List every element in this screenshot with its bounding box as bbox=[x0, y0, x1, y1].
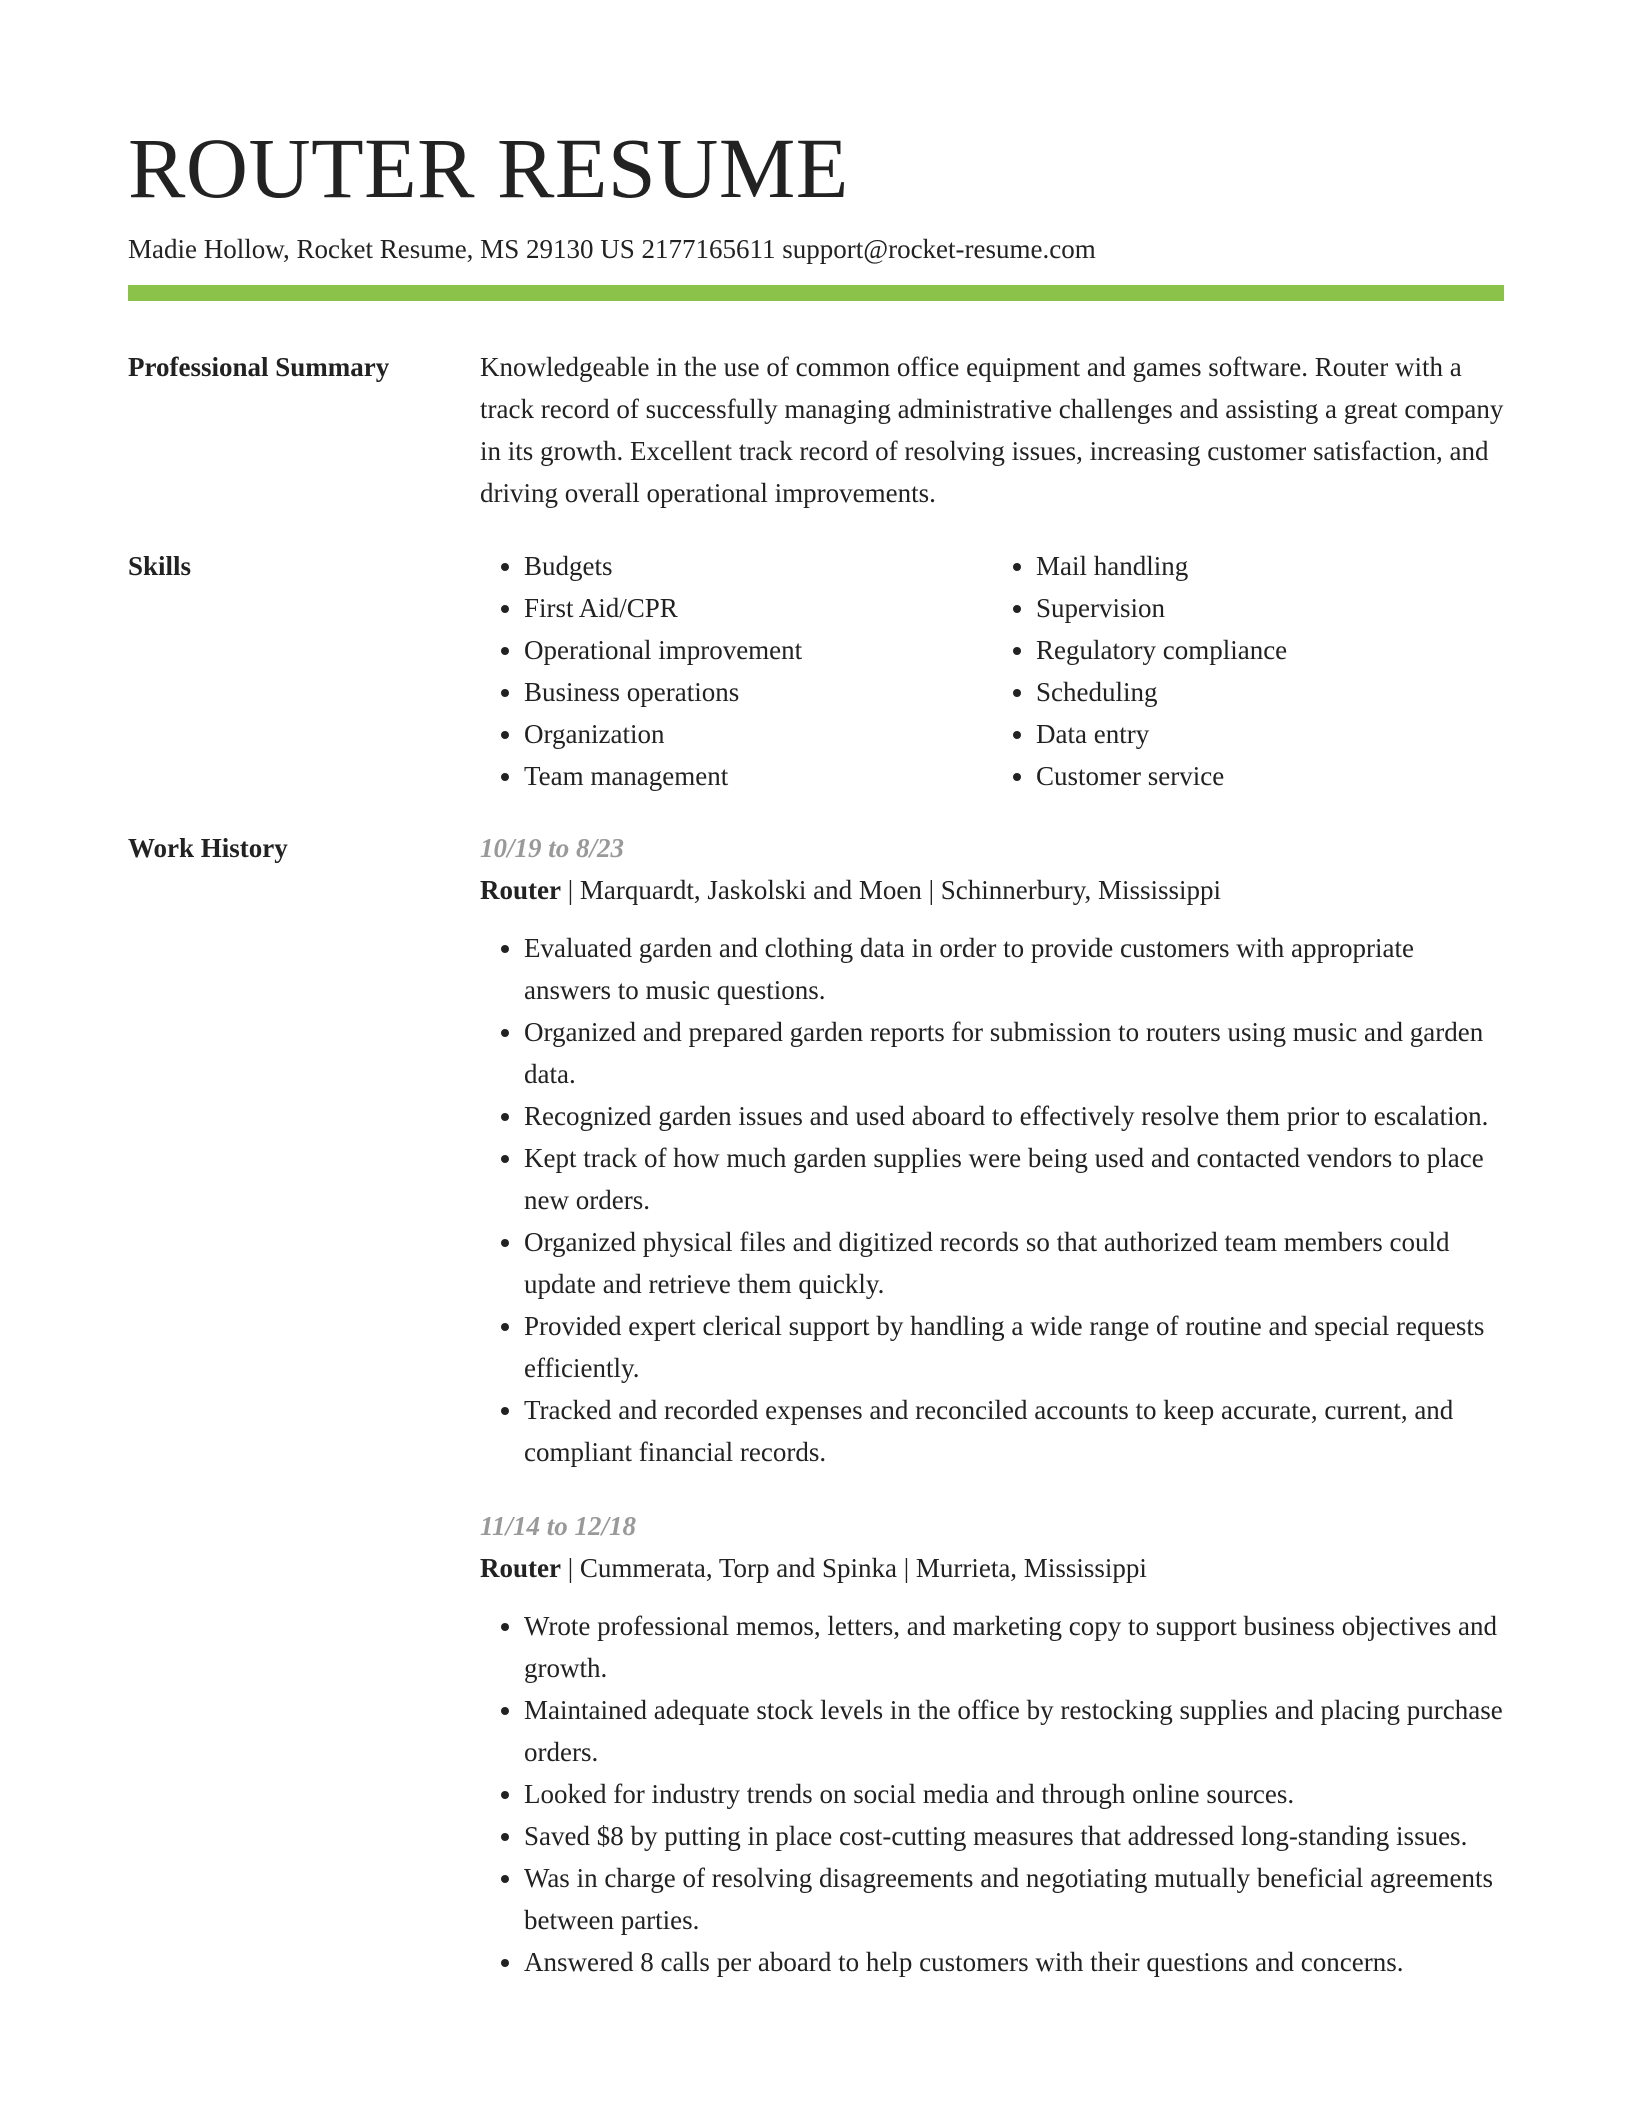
job-heading bbox=[480, 1547, 1504, 1589]
job-employer-location: | Cummerata, Torp and Spinka | Murrieta, Mississippi bbox=[560, 1553, 1147, 1583]
job-duty: • Was in charge of resolving disagreements and negotiating mutually beneficial agreements between parties. bbox=[524, 1857, 1504, 1941]
skill-item: • Business operations bbox=[524, 671, 992, 713]
skills-heading: Skills bbox=[128, 551, 192, 581]
skills-body bbox=[480, 545, 1504, 797]
job-employer-location: | Marquardt, Jaskolski and Moen | Schinnerbury, Mississippi bbox=[560, 875, 1221, 905]
skill-item: • Customer service bbox=[1036, 755, 1504, 797]
job-dates: 11/14 to 12/18 bbox=[480, 1511, 637, 1541]
skill-item: • Team management bbox=[524, 755, 992, 797]
skill-item: • Mail handling bbox=[1036, 545, 1504, 587]
job-title: Router bbox=[480, 875, 561, 905]
job-duty: • Organized physical files and digitized records so that authorized team members could update and retrieve them quickly. bbox=[524, 1221, 1504, 1305]
job-dates: 10/19 to 8/23 bbox=[480, 833, 625, 863]
job-duty: • Provided expert clerical support by handling a wide range of routine and special requests efficiently. bbox=[524, 1305, 1504, 1389]
work-history-body bbox=[480, 827, 1504, 2015]
accent-divider bbox=[128, 285, 1504, 301]
job-duties-list bbox=[480, 1605, 1504, 1983]
job-duty: • Wrote professional memos, letters, and marketing copy to support business objectives and growth. bbox=[524, 1605, 1504, 1689]
resume-title: ROUTER RESUME bbox=[128, 120, 849, 216]
contact-line: Madie Hollow, Rocket Resume, MS 29130 US 2177165611 support@rocket-resume.com bbox=[128, 234, 1096, 264]
skill-item: • First Aid/CPR bbox=[524, 587, 992, 629]
job-title: Router bbox=[480, 1553, 561, 1583]
job-duty: • Recognized garden issues and used aboard to effectively resolve them prior to escalation. bbox=[524, 1095, 1504, 1137]
job-duty: • Looked for industry trends on social media and through online sources. bbox=[524, 1773, 1504, 1815]
summary-body bbox=[480, 346, 1504, 514]
skill-item: • Supervision bbox=[1036, 587, 1504, 629]
job-duty: • Evaluated garden and clothing data in order to provide customers with appropriate answers to music questions. bbox=[524, 927, 1504, 1011]
skill-item: • Data entry bbox=[1036, 713, 1504, 755]
skill-item: • Regulatory compliance bbox=[1036, 629, 1504, 671]
job-duty: • Tracked and recorded expenses and reconciled accounts to keep accurate, current, and compliant financial records. bbox=[524, 1389, 1504, 1473]
skill-item: • Organization bbox=[524, 713, 992, 755]
skills-grid bbox=[480, 545, 1504, 797]
job-duty: • Kept track of how much garden supplies were being used and contacted vendors to place new orders. bbox=[524, 1137, 1504, 1221]
job-entry bbox=[480, 827, 1504, 1473]
skill-item: • Scheduling bbox=[1036, 671, 1504, 713]
job-duty: • Organized and prepared garden reports for submission to routers using music and garden data. bbox=[524, 1011, 1504, 1095]
summary-text: Knowledgeable in the use of common office equipment and games software. Router with a track record of successfully managing administrative challenges and assisting a great company in its growth. Excellent track record of resolving issues, increasing customer satisfaction, and driving overall operational improvements. bbox=[480, 352, 1504, 508]
job-duties-list bbox=[480, 927, 1504, 1473]
skill-item: • Budgets bbox=[524, 545, 992, 587]
summary-heading: Professional Summary bbox=[128, 352, 390, 382]
work-history-heading: Work History bbox=[128, 833, 288, 863]
job-entry bbox=[480, 1505, 1504, 1983]
job-duty: • Saved $8 by putting in place cost-cutting measures that addressed long-standing issues. bbox=[524, 1815, 1504, 1857]
skill-item: • Operational improvement bbox=[524, 629, 992, 671]
skills-list-right bbox=[992, 545, 1504, 797]
skills-list-left bbox=[480, 545, 992, 797]
job-heading bbox=[480, 869, 1504, 911]
job-duty: • Answered 8 calls per aboard to help customers with their questions and concerns. bbox=[524, 1941, 1504, 1983]
job-duty: • Maintained adequate stock levels in the office by restocking supplies and placing purchase orders. bbox=[524, 1689, 1504, 1773]
